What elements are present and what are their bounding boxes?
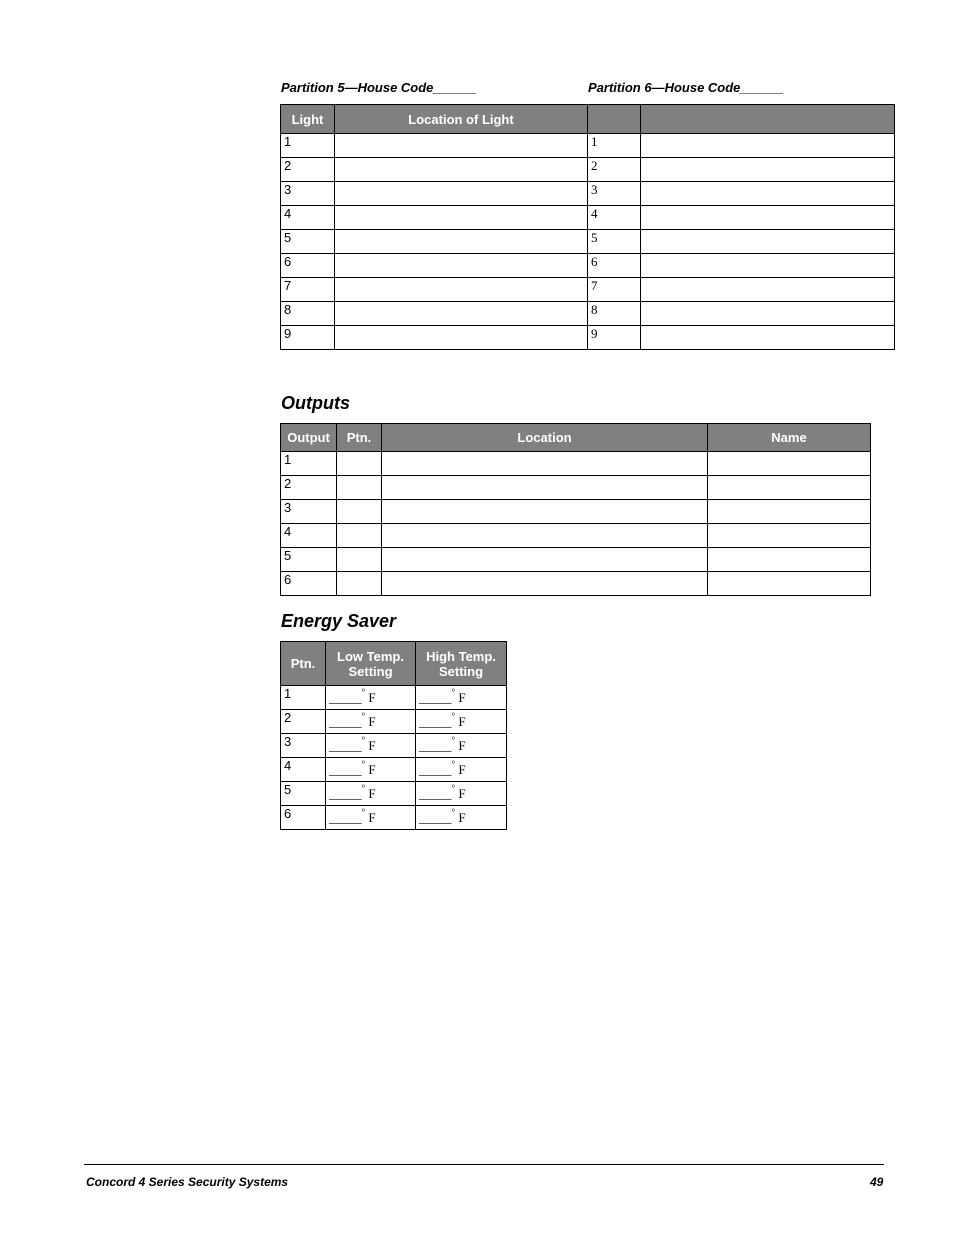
light-number-p5: 5 xyxy=(281,230,335,254)
light-number-p6: 1 xyxy=(588,134,641,158)
output-number: 6 xyxy=(281,572,337,596)
temp-unit: F xyxy=(458,786,466,802)
light-location-p6 xyxy=(641,206,895,230)
output-number: 4 xyxy=(281,524,337,548)
light-number-p6: 3 xyxy=(588,182,641,206)
light-location-p5 xyxy=(335,134,588,158)
degree-symbol: ° xyxy=(451,735,456,745)
output-name xyxy=(708,476,871,500)
table-row xyxy=(281,500,871,524)
light-location-p6 xyxy=(641,326,895,350)
energy-ptn: 6 xyxy=(281,806,326,830)
output-name xyxy=(708,548,871,572)
degree-symbol: ° xyxy=(361,735,366,745)
header-ptn: Ptn. xyxy=(337,424,382,452)
high-temp-setting xyxy=(416,686,507,710)
header-name: Name xyxy=(708,424,871,452)
temp-blank: _____ xyxy=(419,738,452,754)
light-number-p5: 3 xyxy=(281,182,335,206)
degree-symbol: ° xyxy=(451,711,456,721)
low-temp-setting xyxy=(326,782,416,806)
temp-blank: _____ xyxy=(419,786,452,802)
light-location-p6 xyxy=(641,182,895,206)
table-row xyxy=(281,524,871,548)
light-number-p5: 1 xyxy=(281,134,335,158)
table-row xyxy=(281,278,895,302)
table-row xyxy=(281,734,507,758)
energy-ptn: 4 xyxy=(281,758,326,782)
table-row xyxy=(281,710,507,734)
light-number-p6: 2 xyxy=(588,158,641,182)
low-temp-setting xyxy=(326,710,416,734)
high-temp-setting xyxy=(416,758,507,782)
temp-blank: _____ xyxy=(329,738,362,754)
light-location-p5 xyxy=(335,278,588,302)
output-ptn xyxy=(337,524,382,548)
light-location-p5 xyxy=(335,158,588,182)
low-temp-setting xyxy=(326,806,416,830)
header-low-temp: Low Temp. Setting xyxy=(326,642,416,686)
output-name xyxy=(708,452,871,476)
footer-title: Concord 4 Series Security Systems xyxy=(86,1175,289,1189)
light-number-p6: 6 xyxy=(588,254,641,278)
table-row xyxy=(281,254,895,278)
outputs-title: Outputs xyxy=(281,393,350,413)
light-number-p5: 4 xyxy=(281,206,335,230)
output-location xyxy=(382,524,708,548)
table-row xyxy=(281,206,895,230)
header-high-temp: High Temp. Setting xyxy=(416,642,507,686)
light-number-p5: 6 xyxy=(281,254,335,278)
table-row xyxy=(281,572,871,596)
output-location xyxy=(382,548,708,572)
light-location-p5 xyxy=(335,230,588,254)
temp-blank: _____ xyxy=(419,714,452,730)
output-ptn xyxy=(337,476,382,500)
temp-blank: _____ xyxy=(419,762,452,778)
temp-unit: F xyxy=(368,762,376,778)
degree-symbol: ° xyxy=(451,759,456,769)
degree-symbol: ° xyxy=(361,711,366,721)
footer-rule xyxy=(84,1164,884,1165)
energy-ptn: 2 xyxy=(281,710,326,734)
table-row xyxy=(281,326,895,350)
output-number: 5 xyxy=(281,548,337,572)
header-output: Output xyxy=(281,424,337,452)
table-row xyxy=(281,452,871,476)
low-temp-setting xyxy=(326,686,416,710)
light-number-p5: 2 xyxy=(281,158,335,182)
temp-unit: F xyxy=(458,738,466,754)
temp-blank: _____ xyxy=(419,810,452,826)
light-location-p5 xyxy=(335,182,588,206)
page-number: 49 xyxy=(870,1175,884,1189)
temp-unit: F xyxy=(368,786,376,802)
light-location-p6 xyxy=(641,254,895,278)
header-light: Light xyxy=(281,105,335,134)
output-name xyxy=(708,572,871,596)
low-temp-setting xyxy=(326,734,416,758)
light-location-p6 xyxy=(641,230,895,254)
table-row xyxy=(281,476,871,500)
header-location-of-light: Location of Light xyxy=(335,105,588,134)
low-temp-setting xyxy=(326,758,416,782)
light-number-p6: 9 xyxy=(588,326,641,350)
light-location-p6 xyxy=(641,278,895,302)
high-temp-setting xyxy=(416,806,507,830)
temp-unit: F xyxy=(458,762,466,778)
partition-6-caption: Partition 6—House Code______ xyxy=(588,80,784,95)
high-temp-setting xyxy=(416,782,507,806)
degree-symbol: ° xyxy=(361,783,366,793)
temp-blank: _____ xyxy=(329,786,362,802)
degree-symbol: ° xyxy=(451,783,456,793)
light-location-p6 xyxy=(641,302,895,326)
temp-unit: F xyxy=(458,690,466,706)
temp-unit: F xyxy=(458,714,466,730)
light-number-p5: 9 xyxy=(281,326,335,350)
output-ptn xyxy=(337,548,382,572)
energy-ptn: 5 xyxy=(281,782,326,806)
table-row xyxy=(281,782,507,806)
temp-blank: _____ xyxy=(329,690,362,706)
degree-symbol: ° xyxy=(451,687,456,697)
table-row xyxy=(281,158,895,182)
table-row xyxy=(281,302,895,326)
temp-blank: _____ xyxy=(329,714,362,730)
light-number-p6: 4 xyxy=(588,206,641,230)
light-number-p6: 7 xyxy=(588,278,641,302)
high-temp-setting xyxy=(416,734,507,758)
temp-unit: F xyxy=(368,810,376,826)
temp-blank: _____ xyxy=(329,810,362,826)
temp-unit: F xyxy=(368,690,376,706)
output-location xyxy=(382,476,708,500)
table-row xyxy=(281,134,895,158)
light-location-p6 xyxy=(641,134,895,158)
temp-unit: F xyxy=(368,738,376,754)
table-row xyxy=(281,686,507,710)
output-name xyxy=(708,500,871,524)
light-location-p5 xyxy=(335,302,588,326)
degree-symbol: ° xyxy=(361,687,366,697)
temp-blank: _____ xyxy=(419,690,452,706)
output-ptn xyxy=(337,500,382,524)
output-number: 1 xyxy=(281,452,337,476)
energy-ptn: 3 xyxy=(281,734,326,758)
light-location-p5 xyxy=(335,206,588,230)
header-es-ptn: Ptn. xyxy=(281,642,326,686)
degree-symbol: ° xyxy=(361,759,366,769)
output-name xyxy=(708,524,871,548)
output-number: 2 xyxy=(281,476,337,500)
table-row xyxy=(281,182,895,206)
light-location-p6 xyxy=(641,158,895,182)
light-location-p5 xyxy=(335,254,588,278)
table-row xyxy=(281,758,507,782)
output-ptn xyxy=(337,572,382,596)
outputs-table xyxy=(280,423,871,596)
light-location-p5 xyxy=(335,326,588,350)
output-location xyxy=(382,500,708,524)
table-row xyxy=(281,806,507,830)
header-location: Location xyxy=(382,424,708,452)
header-blank-3 xyxy=(588,105,641,134)
lights-table xyxy=(280,104,895,350)
energy-saver-title: Energy Saver xyxy=(281,611,397,631)
output-location xyxy=(382,572,708,596)
table-row xyxy=(281,548,871,572)
light-number-p5: 7 xyxy=(281,278,335,302)
output-number: 3 xyxy=(281,500,337,524)
degree-symbol: ° xyxy=(451,807,456,817)
light-number-p6: 8 xyxy=(588,302,641,326)
temp-unit: F xyxy=(368,714,376,730)
high-temp-setting xyxy=(416,710,507,734)
temp-blank: _____ xyxy=(329,762,362,778)
header-blank-4 xyxy=(641,105,895,134)
partition-5-caption: Partition 5—House Code______ xyxy=(281,80,477,95)
energy-saver-table xyxy=(280,641,507,830)
degree-symbol: ° xyxy=(361,807,366,817)
light-number-p5: 8 xyxy=(281,302,335,326)
output-ptn xyxy=(337,452,382,476)
light-number-p6: 5 xyxy=(588,230,641,254)
temp-unit: F xyxy=(458,810,466,826)
energy-ptn: 1 xyxy=(281,686,326,710)
table-row xyxy=(281,230,895,254)
output-location xyxy=(382,452,708,476)
